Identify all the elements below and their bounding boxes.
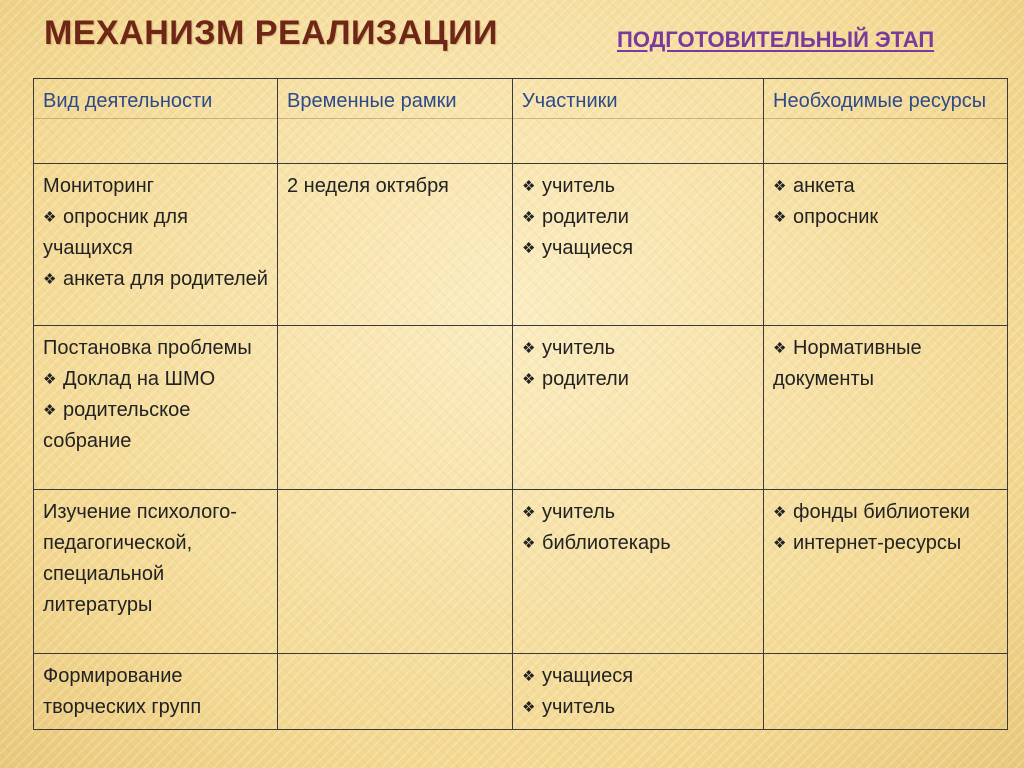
activity-title: Формирование творческих групп	[43, 665, 202, 718]
table-header-row	[34, 79, 1008, 164]
resource-item: ❖ фонды библиотеки	[773, 497, 998, 528]
header-participants: Участники	[513, 79, 764, 164]
timeframe-text: 2 неделя октября	[287, 175, 449, 197]
cell-timeframe	[278, 326, 513, 490]
activity-title: Мониторинг	[43, 175, 154, 197]
activity-item: ❖ родительское собрание	[43, 395, 268, 457]
table-row	[34, 490, 1008, 654]
page-title: МЕХАНИЗМ РЕАЛИЗАЦИИ	[44, 14, 498, 52]
participant-item: ❖ учитель	[522, 692, 754, 723]
activity-title: Постановка проблемы	[43, 337, 252, 359]
participant-item: ❖ библиотекарь	[522, 528, 754, 559]
table-row	[34, 326, 1008, 490]
cell-participants	[513, 164, 764, 326]
participant-item: ❖ учитель	[522, 497, 754, 528]
cell-participants	[513, 654, 764, 730]
cell-timeframe	[278, 490, 513, 654]
resource-item: ❖ интернет-ресурсы	[773, 528, 998, 559]
activity-item: ❖ опросник для учащихся	[43, 202, 268, 264]
participant-item: ❖ родители	[522, 364, 754, 395]
participant-item: ❖ учащиеся	[522, 233, 754, 264]
cell-timeframe	[278, 164, 513, 326]
table-row	[34, 654, 1008, 730]
resource-item: ❖ Нормативные документы	[773, 333, 998, 395]
participant-item: ❖ учитель	[522, 333, 754, 364]
implementation-table	[33, 78, 1008, 730]
participant-item: ❖ учащиеся	[522, 661, 754, 692]
header-timeframe: Временные рамки	[278, 79, 513, 164]
cell-activity	[34, 164, 278, 326]
resource-item: ❖ опросник	[773, 202, 998, 233]
activity-item: ❖ анкета для родителей	[43, 264, 268, 295]
cell-resources	[764, 326, 1008, 490]
stage-subtitle: ПОДГОТОВИТЕЛЬНЫЙ ЭТАП	[617, 27, 935, 52]
cell-activity	[34, 654, 278, 730]
activity-item: ❖ Доклад на ШМО	[43, 364, 268, 395]
cell-activity	[34, 326, 278, 490]
header-activity: Вид деятельности	[34, 79, 278, 164]
participant-item: ❖ учитель	[522, 171, 754, 202]
cell-timeframe	[278, 654, 513, 730]
table-row	[34, 164, 1008, 326]
activity-title: Изучение психолого-педагогической, специальной литературы	[43, 501, 237, 616]
header-resources: Необходимые ресурсы	[764, 79, 1008, 164]
cell-resources	[764, 164, 1008, 326]
participant-item: ❖ родители	[522, 202, 754, 233]
resource-item: ❖ анкета	[773, 171, 998, 202]
cell-resources	[764, 490, 1008, 654]
cell-participants	[513, 326, 764, 490]
cell-activity	[34, 490, 278, 654]
cell-participants	[513, 490, 764, 654]
cell-resources	[764, 654, 1008, 730]
